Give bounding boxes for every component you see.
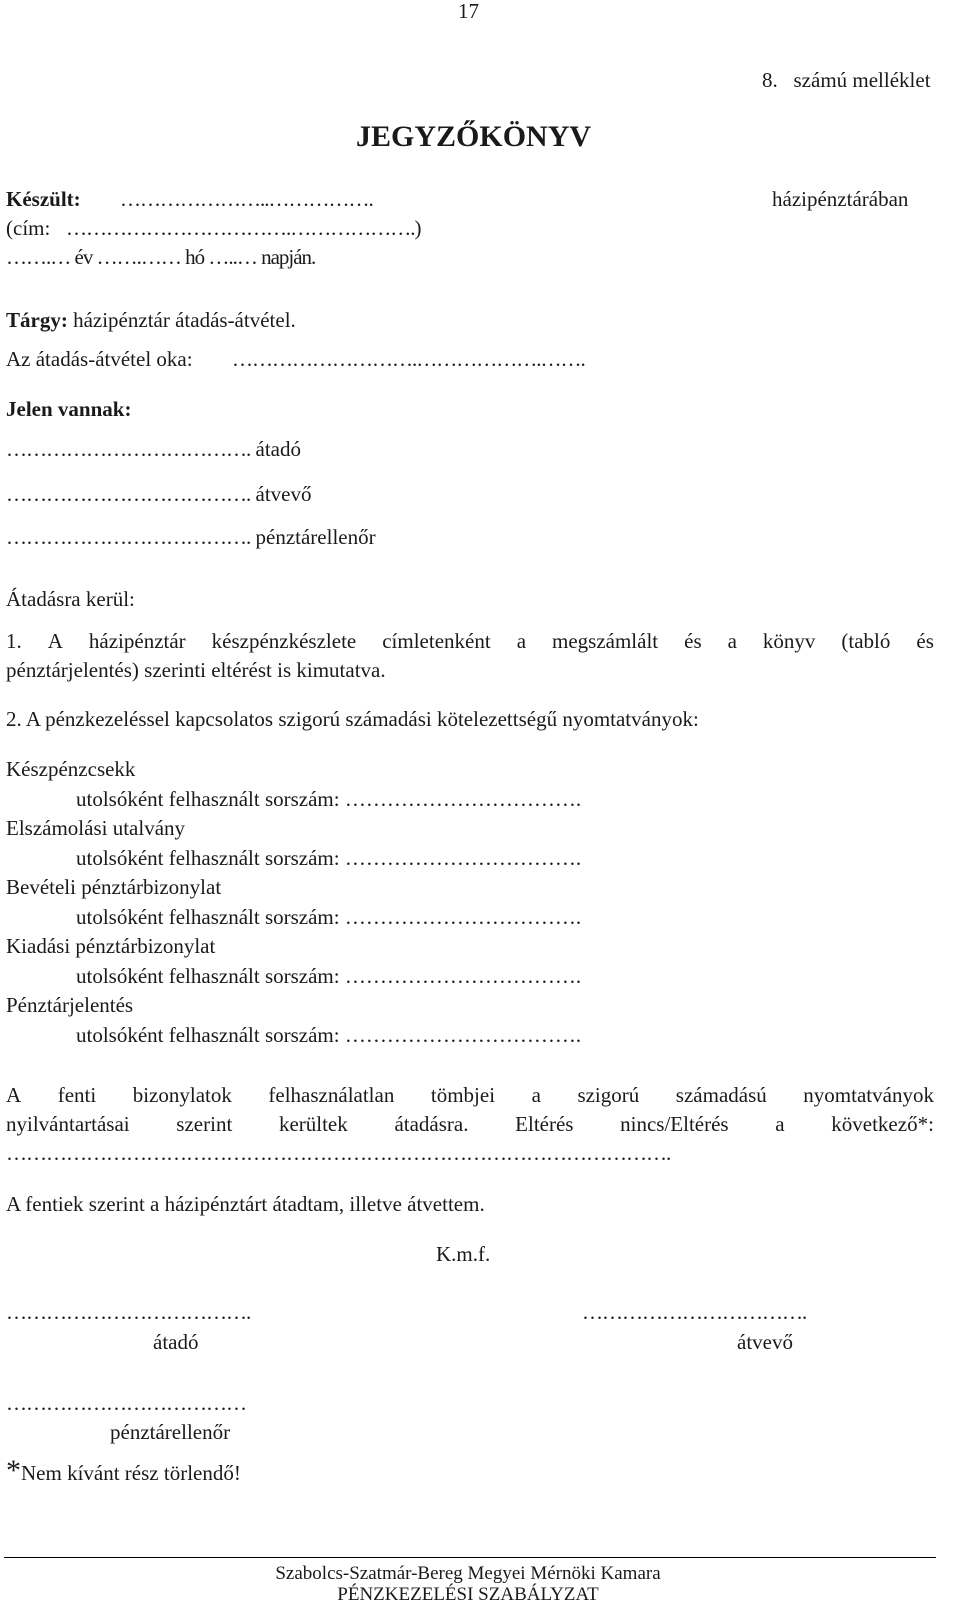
form-name: Készpénzcsekk <box>6 757 136 781</box>
present-label: Jelen vannak: <box>6 397 132 421</box>
footnote-text: Nem kívánt rész törlendő! <box>21 1461 241 1485</box>
paragraph-dots: ………………………………………………………………………………………. <box>6 1141 671 1165</box>
targy-line <box>6 309 296 332</box>
keszult-dots: …………………..……………. <box>120 187 373 211</box>
present-dots: ………………………………. <box>6 525 251 549</box>
point1-word: 1. <box>6 629 22 653</box>
paragraph-line1 <box>6 1084 934 1107</box>
footnote-mark: * <box>6 1454 21 1487</box>
paragraph-word: kerültek <box>278 1112 348 1136</box>
point1-line2: pénztárjelentés) szerinti eltérést is kimutatva. <box>6 658 386 682</box>
present-role: átvevő <box>250 482 312 506</box>
cim-dots: …………………………….……………….) <box>66 216 421 240</box>
paragraph-word: nincs/Eltérés <box>620 1112 729 1136</box>
kmf-label: K.m.f. <box>436 1242 491 1266</box>
signature-role-right: átvevő <box>737 1330 793 1354</box>
present-row <box>6 526 376 549</box>
form-serial: utolsóként felhasznált sorszám: ……………………………. <box>76 964 582 988</box>
point1-word: címletenként <box>382 629 491 653</box>
signature-line-bottom: ……………………………… <box>6 1391 246 1415</box>
paragraph-word: nyomtatványok <box>803 1083 934 1107</box>
paragraph-word: a <box>775 1112 785 1136</box>
point1-word: megszámlált <box>552 629 659 653</box>
signature-role-left: átadó <box>153 1330 199 1354</box>
present-row <box>6 483 311 506</box>
footer-doc: PÉNZKEZELÉSI SZABÁLYZAT <box>337 1584 599 1605</box>
point1-word: (tabló <box>841 629 891 653</box>
paragraph-word: A <box>6 1083 22 1107</box>
paragraph-word: bizonylatok <box>132 1083 232 1107</box>
signature-line-right: ……………………………. <box>582 1300 807 1324</box>
form-name: Bevételi pénztárbizonylat <box>6 875 222 899</box>
point1-word: és <box>684 629 702 653</box>
point1-word: a <box>516 629 527 653</box>
paragraph-word: szerint <box>176 1112 233 1136</box>
keszult-label: Készült: <box>6 187 81 211</box>
point1-word: A <box>47 629 63 653</box>
ok-dots: ……………………….……………….……. <box>232 347 585 371</box>
present-dots: ………………………………. <box>6 482 251 506</box>
paragraph-word: következő*: <box>831 1112 934 1136</box>
paragraph-word: felhasználatlan <box>268 1083 395 1107</box>
annex-label: 8. számú melléklet <box>762 68 931 92</box>
form-serial: utolsóként felhasznált sorszám: ……………………………. <box>76 846 582 870</box>
point1-word: könyv <box>762 629 816 653</box>
paragraph-word: Eltérés <box>515 1112 574 1136</box>
point1-word: a <box>727 629 737 653</box>
form-serial: utolsóként felhasznált sorszám: ……………………………. <box>76 787 582 811</box>
present-role: átadó <box>250 437 301 461</box>
ok-label: Az átadás-átvétel oka: <box>6 347 193 371</box>
present-role: pénztárellenőr <box>250 525 376 549</box>
page-number: 17 <box>458 0 479 23</box>
keszult-tail: házipénztárában <box>772 187 909 211</box>
point2-text: 2. A pénzkezeléssel kapcsolatos szigorú számadási kötelezettségű nyomtatványok: <box>6 707 699 731</box>
targy-text: házipénztár átadás-átvétel. <box>67 308 296 332</box>
document-title: JEGYZŐKÖNYV <box>356 120 592 153</box>
handover-label: Átadásra kerül: <box>6 587 135 611</box>
present-row <box>6 438 301 461</box>
paragraph-word: tömbjei <box>430 1083 496 1107</box>
date-line: …….… év …….…… hó …..… napján. <box>6 245 316 269</box>
closing-text: A fentiek szerint a házipénztárt átadtam, illetve átvettem. <box>6 1192 485 1216</box>
point1-word: és <box>916 629 934 653</box>
footer-divider <box>4 1557 936 1558</box>
signature-line-left: ………………………………. <box>6 1300 251 1324</box>
point1-word: készpénzkészlete <box>211 629 357 653</box>
paragraph-word: szigorú <box>577 1083 640 1107</box>
signature-role-bottom: pénztárellenőr <box>110 1420 231 1444</box>
cim-label: (cím: <box>6 216 51 240</box>
point1-line1 <box>6 630 934 653</box>
form-serial: utolsóként felhasznált sorszám: ……………………………. <box>76 905 582 929</box>
footer-org: Szabolcs-Szatmár-Bereg Megyei Mérnöki Kamara <box>275 1563 661 1584</box>
paragraph-word: nyilvántartásai <box>6 1112 130 1136</box>
paragraph-word: a <box>531 1083 541 1107</box>
form-serial: utolsóként felhasznált sorszám: ……………………………. <box>76 1023 582 1047</box>
form-name: Kiadási pénztárbizonylat <box>6 934 216 958</box>
point1-word: házipénztár <box>88 629 186 653</box>
present-dots: ………………………………. <box>6 437 251 461</box>
form-name: Pénztárjelentés <box>6 993 134 1017</box>
footnote <box>6 1456 241 1486</box>
paragraph-word: fenti <box>57 1083 97 1107</box>
form-name: Elszámolási utalvány <box>6 816 186 840</box>
targy-label: Tárgy: <box>6 308 68 332</box>
paragraph-word: számadású <box>675 1083 767 1107</box>
paragraph-line2 <box>6 1113 934 1136</box>
paragraph-word: átadásra. <box>394 1112 469 1136</box>
